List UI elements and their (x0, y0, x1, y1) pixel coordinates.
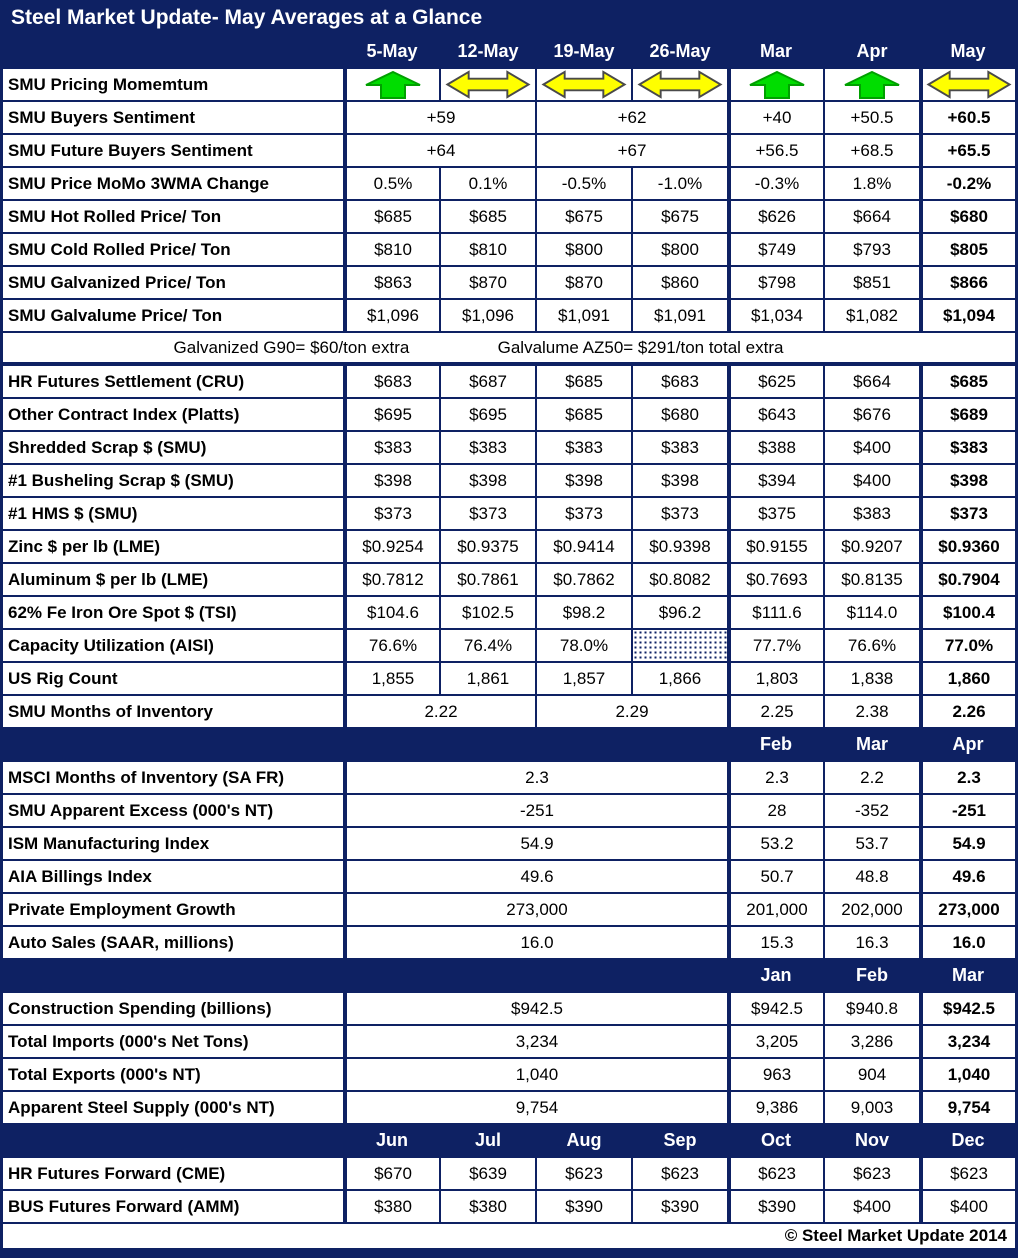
row-label: 62% Fe Iron Ore Spot $ (TSI) (3, 597, 343, 628)
row-label: ISM Manufacturing Index (3, 828, 343, 859)
value-cell: $383 (825, 498, 919, 529)
value-cell: 2.3 (345, 762, 727, 793)
value-cell: 1,855 (345, 663, 439, 694)
row-label: HR Futures Settlement (CRU) (3, 366, 343, 397)
value-cell: $383 (537, 432, 631, 463)
column-header: Feb (729, 729, 823, 760)
value-cell: $388 (729, 432, 823, 463)
column-header: Sep (633, 1125, 727, 1156)
value-cell: $680 (633, 399, 727, 430)
row-label: BUS Futures Forward (AMM) (3, 1191, 343, 1222)
value-cell: $1,034 (729, 300, 823, 331)
value-cell: $685 (345, 201, 439, 232)
row-label: Total Imports (000's Net Tons) (3, 1026, 343, 1057)
value-cell: $0.7862 (537, 564, 631, 595)
value-cell: $98.2 (537, 597, 631, 628)
value-cell: $400 (921, 1191, 1015, 1222)
galvalume-note: Galvalume AZ50= $291/ton total extra (497, 337, 784, 357)
green-up-arrow (347, 69, 439, 100)
value-cell: 48.8 (825, 861, 919, 892)
value-cell: 16.0 (921, 927, 1015, 958)
value-cell: $398 (921, 465, 1015, 496)
value-cell: +62 (537, 102, 727, 133)
row-label: Capacity Utilization (AISI) (3, 630, 343, 661)
row-label: SMU Cold Rolled Price/ Ton (3, 234, 343, 265)
row-label: SMU Hot Rolled Price/ Ton (3, 201, 343, 232)
value-cell: 201,000 (729, 894, 823, 925)
value-cell: $625 (729, 366, 823, 397)
value-cell: $0.8135 (825, 564, 919, 595)
value-cell: $870 (441, 267, 535, 298)
value-cell: -251 (345, 795, 727, 826)
value-cell: $0.9207 (825, 531, 919, 562)
value-cell: $685 (537, 399, 631, 430)
value-cell: $400 (825, 432, 919, 463)
value-cell: $685 (537, 366, 631, 397)
value-cell: $675 (633, 201, 727, 232)
value-cell: +67 (537, 135, 727, 166)
value-cell: $683 (345, 366, 439, 397)
value-cell: +68.5 (825, 135, 919, 166)
value-cell: $1,096 (345, 300, 439, 331)
column-header: Oct (729, 1125, 823, 1156)
value-cell: $100.4 (921, 597, 1015, 628)
value-cell: $685 (921, 366, 1015, 397)
value-cell: $1,082 (825, 300, 919, 331)
value-cell: $380 (441, 1191, 535, 1222)
value-cell: 1,857 (537, 663, 631, 694)
value-cell: $643 (729, 399, 823, 430)
value-cell: -0.5% (537, 168, 631, 199)
value-cell: 1,803 (729, 663, 823, 694)
value-cell: 77.7% (729, 630, 823, 661)
value-cell: 2.26 (921, 696, 1015, 727)
value-cell: 78.0% (537, 630, 631, 661)
value-cell: $373 (441, 498, 535, 529)
value-cell: $96.2 (633, 597, 727, 628)
smu-table (3, 36, 1015, 1224)
up-arrow-icon (345, 69, 439, 100)
value-cell: $383 (441, 432, 535, 463)
value-cell: $0.9414 (537, 531, 631, 562)
galvanized-note: Galvanized G90= $60/ton extra (173, 337, 410, 357)
value-cell: 1,860 (921, 663, 1015, 694)
value-cell: $623 (729, 1158, 823, 1189)
value-cell: 54.9 (921, 828, 1015, 859)
value-cell: 16.0 (345, 927, 727, 958)
value-cell: $863 (345, 267, 439, 298)
value-cell: $1,096 (441, 300, 535, 331)
sideways-arrow-icon (537, 69, 631, 100)
value-cell: 2.3 (921, 762, 1015, 793)
value-cell: -1.0% (633, 168, 727, 199)
value-cell: $942.5 (729, 993, 823, 1024)
row-label: US Rig Count (3, 663, 343, 694)
value-cell: $695 (441, 399, 535, 430)
row-label: SMU Future Buyers Sentiment (3, 135, 343, 166)
column-header: Jul (441, 1125, 535, 1156)
value-cell: 15.3 (729, 927, 823, 958)
column-header: Jan (729, 960, 823, 991)
value-cell: $0.9254 (345, 531, 439, 562)
column-header: Dec (921, 1125, 1015, 1156)
value-cell: 273,000 (921, 894, 1015, 925)
value-cell: 0.5% (345, 168, 439, 199)
up-arrow-icon (825, 69, 919, 100)
value-cell: $866 (921, 267, 1015, 298)
value-cell: $623 (633, 1158, 727, 1189)
value-cell: $373 (921, 498, 1015, 529)
green-up-arrow (825, 69, 919, 100)
value-cell: 76.4% (441, 630, 535, 661)
value-cell: 53.2 (729, 828, 823, 859)
column-header: Mar (825, 729, 919, 760)
value-cell: 3,286 (825, 1026, 919, 1057)
column-header: Mar (729, 36, 823, 67)
value-cell: $0.8082 (633, 564, 727, 595)
value-cell: $810 (345, 234, 439, 265)
value-cell: -0.2% (921, 168, 1015, 199)
sideways-arrow-icon (633, 69, 727, 100)
value-cell: $870 (537, 267, 631, 298)
value-cell: $400 (825, 1191, 919, 1222)
value-cell: $623 (537, 1158, 631, 1189)
value-cell: +60.5 (921, 102, 1015, 133)
value-cell: $114.0 (825, 597, 919, 628)
row-label: SMU Apparent Excess (000's NT) (3, 795, 343, 826)
header-spacer (3, 729, 727, 760)
column-header: Jun (345, 1125, 439, 1156)
value-cell: $942.5 (345, 993, 727, 1024)
column-header: May (921, 36, 1015, 67)
value-cell: $390 (537, 1191, 631, 1222)
up-arrow-icon (729, 69, 823, 100)
value-cell: 28 (729, 795, 823, 826)
column-header: 26-May (633, 36, 727, 67)
value-cell: 0.1% (441, 168, 535, 199)
extras-note-row (3, 333, 1015, 364)
row-label: #1 HMS $ (SMU) (3, 498, 343, 529)
row-label: SMU Months of Inventory (3, 696, 343, 727)
value-cell: $942.5 (921, 993, 1015, 1024)
value-cell: 2.29 (537, 696, 727, 727)
value-cell: $683 (633, 366, 727, 397)
value-cell: $1,091 (633, 300, 727, 331)
value-cell: $398 (441, 465, 535, 496)
value-cell: $0.9375 (441, 531, 535, 562)
header-spacer (3, 36, 343, 67)
empty-hatched-cell (633, 630, 727, 661)
column-header: Feb (825, 960, 919, 991)
value-cell: 2.38 (825, 696, 919, 727)
row-label: MSCI Months of Inventory (SA FR) (3, 762, 343, 793)
value-cell: $940.8 (825, 993, 919, 1024)
value-cell: 53.7 (825, 828, 919, 859)
value-cell: 1,040 (921, 1059, 1015, 1090)
value-cell: $383 (921, 432, 1015, 463)
value-cell: $375 (729, 498, 823, 529)
value-cell: $0.7861 (441, 564, 535, 595)
row-label: Total Exports (000's NT) (3, 1059, 343, 1090)
header-spacer (3, 1125, 343, 1156)
value-cell: 9,386 (729, 1092, 823, 1123)
value-cell: $0.9155 (729, 531, 823, 562)
value-cell: $373 (345, 498, 439, 529)
value-cell: 2.25 (729, 696, 823, 727)
yellow-sideways-arrow (633, 69, 727, 100)
value-cell: 273,000 (345, 894, 727, 925)
value-cell: $639 (441, 1158, 535, 1189)
value-cell: -352 (825, 795, 919, 826)
value-cell: $398 (345, 465, 439, 496)
column-header: Nov (825, 1125, 919, 1156)
yellow-sideways-arrow (923, 69, 1015, 100)
value-cell: $623 (921, 1158, 1015, 1189)
row-label: Other Contract Index (Platts) (3, 399, 343, 430)
value-cell: 1,866 (633, 663, 727, 694)
column-header: 12-May (441, 36, 535, 67)
row-label: SMU Galvalume Price/ Ton (3, 300, 343, 331)
value-cell: $398 (537, 465, 631, 496)
value-cell: $383 (633, 432, 727, 463)
value-cell: -251 (921, 795, 1015, 826)
value-cell: $394 (729, 465, 823, 496)
row-label: Zinc $ per lb (LME) (3, 531, 343, 562)
copyright: © Steel Market Update 2014 (3, 1224, 1015, 1248)
row-label: SMU Buyers Sentiment (3, 102, 343, 133)
value-cell: $398 (633, 465, 727, 496)
value-cell: $102.5 (441, 597, 535, 628)
value-cell: $670 (345, 1158, 439, 1189)
value-cell: 963 (729, 1059, 823, 1090)
header-spacer (3, 960, 727, 991)
row-label: Apparent Steel Supply (000's NT) (3, 1092, 343, 1123)
value-cell: 1.8% (825, 168, 919, 199)
page-title: Steel Market Update- May Averages at a Glance (3, 0, 1015, 36)
column-header: Apr (825, 36, 919, 67)
value-cell: $0.7693 (729, 564, 823, 595)
row-label: Shredded Scrap $ (SMU) (3, 432, 343, 463)
value-cell: $800 (537, 234, 631, 265)
value-cell: 202,000 (825, 894, 919, 925)
value-cell: 49.6 (921, 861, 1015, 892)
value-cell: $1,094 (921, 300, 1015, 331)
value-cell: $689 (921, 399, 1015, 430)
value-cell: $390 (633, 1191, 727, 1222)
value-cell: $851 (825, 267, 919, 298)
yellow-sideways-arrow (441, 69, 535, 100)
value-cell: 3,234 (345, 1026, 727, 1057)
value-cell: 1,861 (441, 663, 535, 694)
row-label: Auto Sales (SAAR, millions) (3, 927, 343, 958)
value-cell: $383 (345, 432, 439, 463)
row-label: Private Employment Growth (3, 894, 343, 925)
row-label: Aluminum $ per lb (LME) (3, 564, 343, 595)
value-cell: $1,091 (537, 300, 631, 331)
green-up-arrow (731, 69, 823, 100)
value-cell: $805 (921, 234, 1015, 265)
value-cell: $685 (441, 201, 535, 232)
value-cell: $793 (825, 234, 919, 265)
value-cell: +40 (729, 102, 823, 133)
value-cell: 9,754 (345, 1092, 727, 1123)
value-cell: +64 (345, 135, 535, 166)
column-header: Apr (921, 729, 1015, 760)
value-cell: 3,234 (921, 1026, 1015, 1057)
value-cell: 1,838 (825, 663, 919, 694)
value-cell: 76.6% (345, 630, 439, 661)
value-cell: 76.6% (825, 630, 919, 661)
row-label: Construction Spending (billions) (3, 993, 343, 1024)
value-cell: $373 (537, 498, 631, 529)
value-cell: 49.6 (345, 861, 727, 892)
value-cell: 50.7 (729, 861, 823, 892)
value-cell: $675 (537, 201, 631, 232)
row-label: AIA Billings Index (3, 861, 343, 892)
value-cell: $400 (825, 465, 919, 496)
value-cell: $626 (729, 201, 823, 232)
value-cell: +65.5 (921, 135, 1015, 166)
value-cell: $800 (633, 234, 727, 265)
value-cell: 2.22 (345, 696, 535, 727)
value-cell: 3,205 (729, 1026, 823, 1057)
value-cell: 2.2 (825, 762, 919, 793)
value-cell: $680 (921, 201, 1015, 232)
sideways-arrow-icon (441, 69, 535, 100)
value-cell: $390 (729, 1191, 823, 1222)
value-cell: $0.9398 (633, 531, 727, 562)
value-cell: -0.3% (729, 168, 823, 199)
value-cell: 54.9 (345, 828, 727, 859)
value-cell: $798 (729, 267, 823, 298)
value-cell: $111.6 (729, 597, 823, 628)
value-cell: $860 (633, 267, 727, 298)
value-cell: $0.7812 (345, 564, 439, 595)
value-cell: $0.9360 (921, 531, 1015, 562)
value-cell: $0.7904 (921, 564, 1015, 595)
value-cell: +50.5 (825, 102, 919, 133)
value-cell: $373 (633, 498, 727, 529)
row-label: HR Futures Forward (CME) (3, 1158, 343, 1189)
value-cell: 2.3 (729, 762, 823, 793)
bottom-border-bar (3, 1248, 1015, 1258)
value-cell: $623 (825, 1158, 919, 1189)
value-cell: $810 (441, 234, 535, 265)
value-cell: 9,003 (825, 1092, 919, 1123)
value-cell: +56.5 (729, 135, 823, 166)
value-cell: +59 (345, 102, 535, 133)
value-cell: 904 (825, 1059, 919, 1090)
row-label: SMU Price MoMo 3WMA Change (3, 168, 343, 199)
column-header: 19-May (537, 36, 631, 67)
value-cell: 16.3 (825, 927, 919, 958)
value-cell: $676 (825, 399, 919, 430)
value-cell: 77.0% (921, 630, 1015, 661)
row-label: #1 Busheling Scrap $ (SMU) (3, 465, 343, 496)
value-cell: 9,754 (921, 1092, 1015, 1123)
column-header: Mar (921, 960, 1015, 991)
row-label: SMU Galvanized Price/ Ton (3, 267, 343, 298)
value-cell: $695 (345, 399, 439, 430)
sideways-arrow-icon (921, 69, 1015, 100)
value-cell: $687 (441, 366, 535, 397)
column-header: Aug (537, 1125, 631, 1156)
value-cell: $104.6 (345, 597, 439, 628)
value-cell: $380 (345, 1191, 439, 1222)
value-cell: $664 (825, 201, 919, 232)
value-cell: $664 (825, 366, 919, 397)
value-cell: $749 (729, 234, 823, 265)
value-cell: 1,040 (345, 1059, 727, 1090)
yellow-sideways-arrow (537, 69, 631, 100)
column-header: 5-May (345, 36, 439, 67)
row-label: SMU Pricing Momemtum (3, 69, 343, 100)
